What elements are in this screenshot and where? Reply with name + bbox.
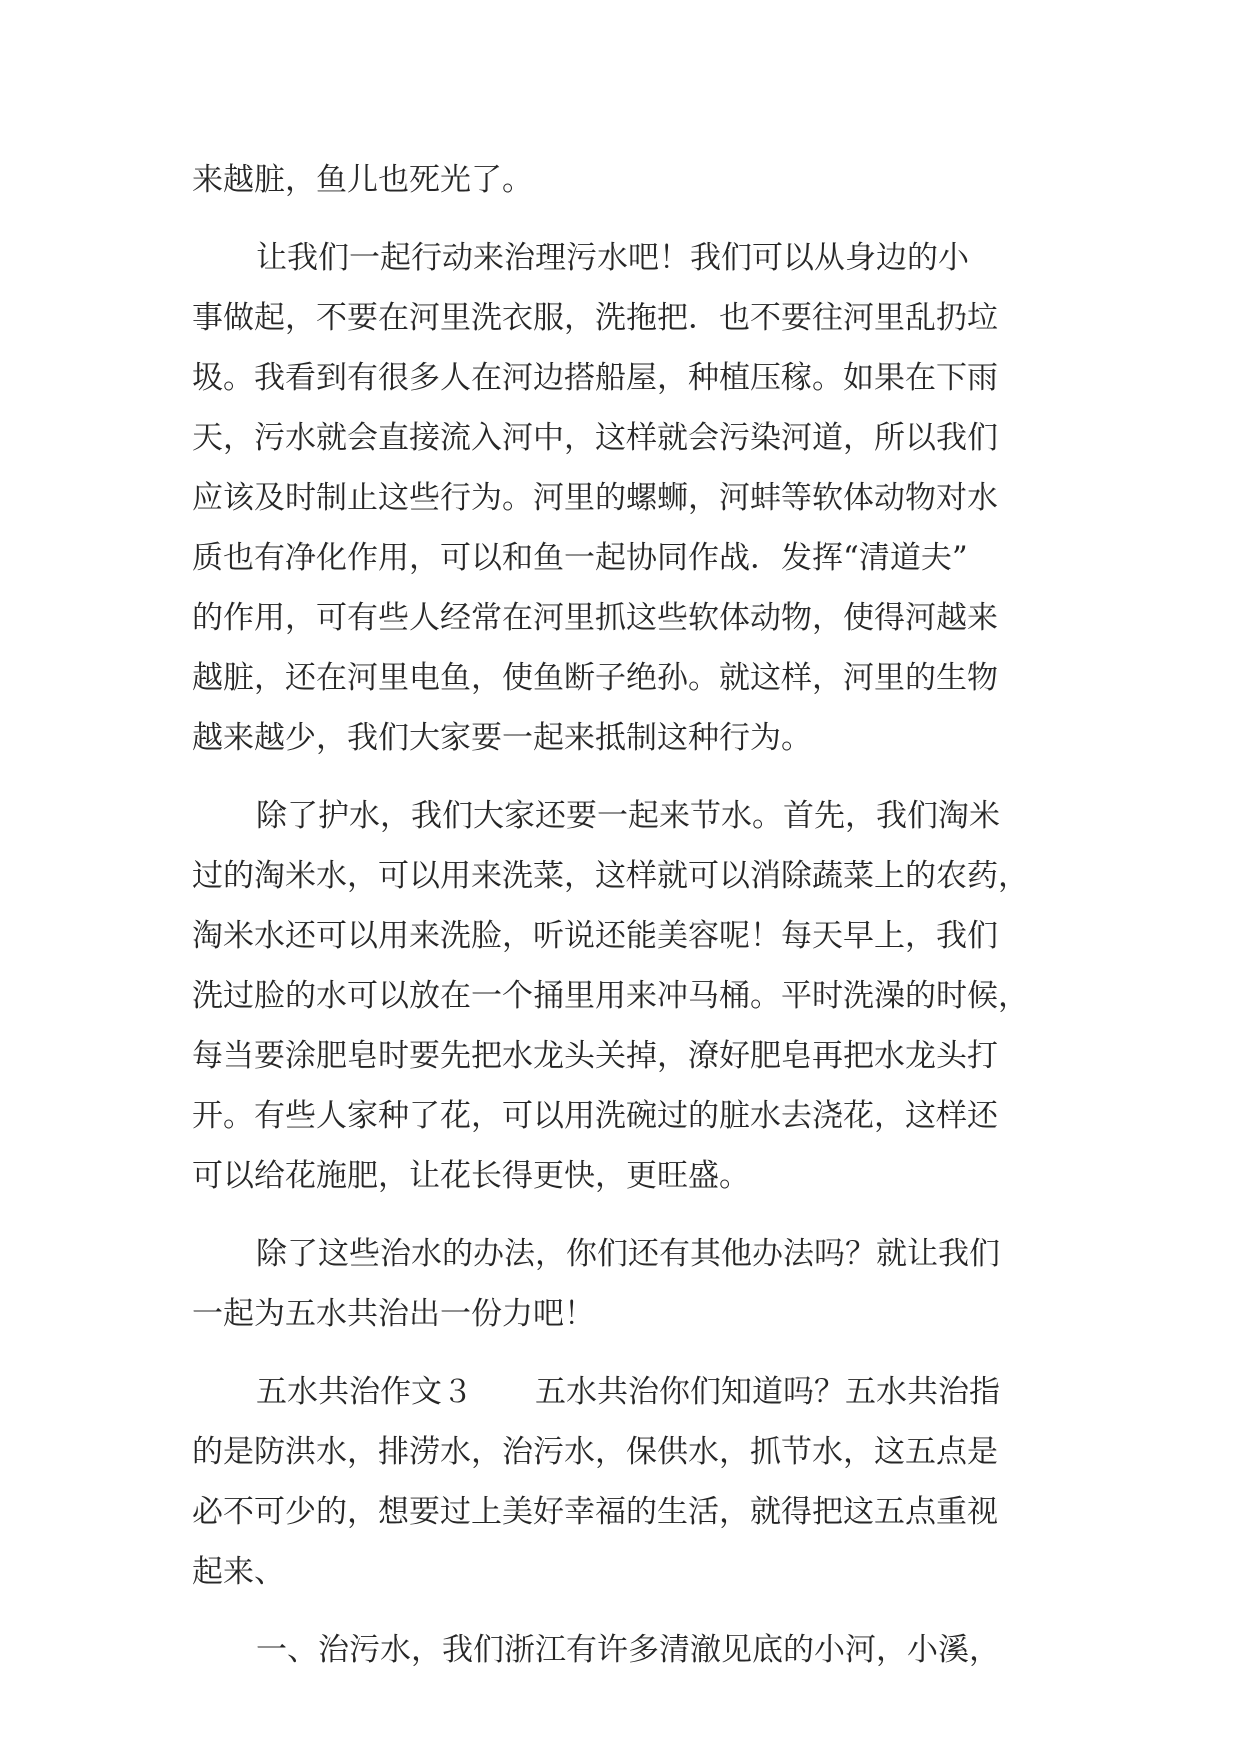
paragraph-gap bbox=[192, 1206, 1062, 1224]
paragraph-gap bbox=[192, 210, 1062, 228]
text-line: 一起为五水共治出一份力吧！ bbox=[192, 1296, 595, 1332]
paragraph-gap bbox=[192, 1602, 1062, 1620]
text-line: 天，污水就会直接流入河中，这样就会污染河道，所以我们 bbox=[192, 420, 998, 456]
text-line: 起来、 bbox=[192, 1554, 285, 1590]
text-line: 让我们一起行动来治理污水吧！我们可以从身边的小 bbox=[256, 240, 969, 276]
text-line: 的是防洪水，排涝水，治污水，保供水，抓节水，这五点是 bbox=[192, 1434, 998, 1470]
text-line: 事做起，不要在河里洗衣服，洗拖把．也不要往河里乱扔垃 bbox=[192, 300, 998, 336]
text-line: 每当要涂肥皂时要先把水龙头关掉，潦好肥皂再把水龙头打 bbox=[192, 1038, 998, 1074]
text-line: 必不可少的，想要过上美好幸福的生活，就得把这五点重视 bbox=[192, 1494, 998, 1530]
text-line: 质也有净化作用，可以和鱼一起协同作战．发挥“清道夫” bbox=[192, 540, 968, 576]
text-line: 可以给花施肥，让花长得更快，更旺盛。 bbox=[192, 1158, 750, 1194]
text-line: 除了护水，我们大家还要一起来节水。首先，我们淘米 bbox=[256, 798, 1000, 834]
text-line: 圾。我看到有很多人在河边搭船屋，种植压稼。如果在下雨 bbox=[192, 360, 998, 396]
document-body bbox=[192, 150, 1062, 1680]
text-line: 一、治污水，我们浙江有许多清澈见底的小河，小溪， bbox=[256, 1632, 1000, 1668]
text-line: 越脏，还在河里电鱼，使鱼断子绝孙。就这样，河里的生物 bbox=[192, 660, 998, 696]
paragraph-gap bbox=[192, 1344, 1062, 1362]
text-line: 的作用，可有些人经常在河里抓这些软体动物，使得河越来 bbox=[192, 600, 998, 636]
text-line: 淘米水还可以用来洗脸，听说还能美容呢！每天早上，我们 bbox=[192, 918, 998, 954]
paragraph-gap bbox=[192, 768, 1062, 786]
text-line: 过的淘米水，可以用来洗菜，这样就可以消除蔬菜上的农药， bbox=[192, 858, 1029, 894]
text-line: 洗过脸的水可以放在一个捅里用来冲马桶。平时洗澡的时候， bbox=[192, 978, 1029, 1014]
text-line: 应该及时制止这些行为。河里的螺蛳，河蚌等软体动物对水 bbox=[192, 480, 998, 516]
text-line: 越来越少，我们大家要一起来抵制这种行为。 bbox=[192, 720, 812, 756]
text-line: 五水共治作文３ 五水共治你们知道吗？五水共治指 bbox=[256, 1374, 1000, 1410]
text-line: 除了这些治水的办法，你们还有其他办法吗？就让我们 bbox=[256, 1236, 1000, 1272]
text-line: 来越脏，鱼儿也死光了。 bbox=[192, 162, 533, 198]
text-line: 开。有些人家种了花，可以用洗碗过的脏水去浇花，这样还 bbox=[192, 1098, 998, 1134]
